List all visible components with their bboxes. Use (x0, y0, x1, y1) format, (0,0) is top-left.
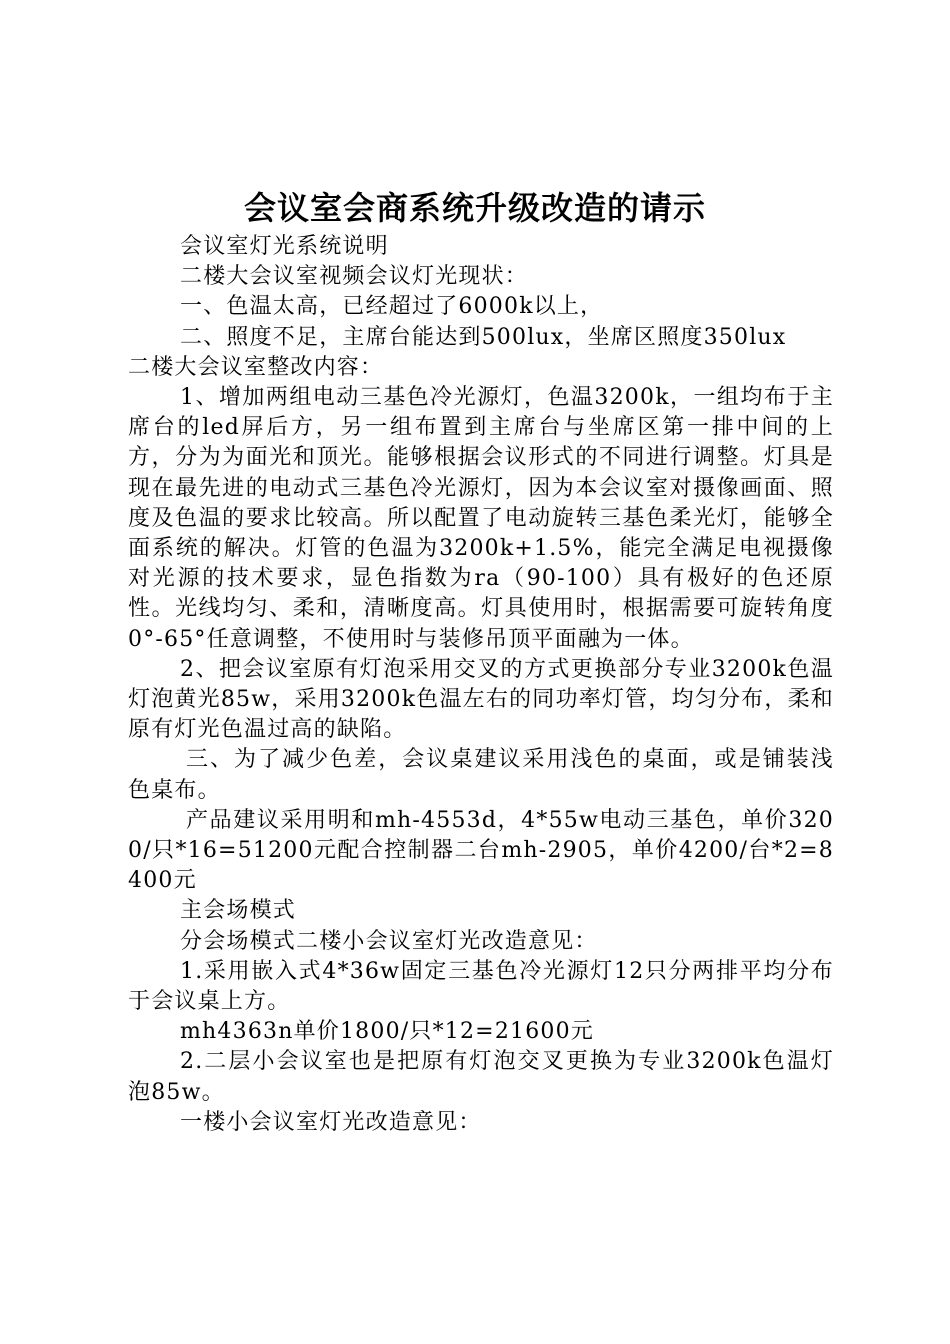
document-title: 会议室会商系统升级改造的请示 (243, 189, 706, 227)
paragraph-current-status-heading: 二楼大会议室视频会议灯光现状： (180, 264, 529, 290)
paragraph-small-room-price: mh4363n单价1800/只*12=21600元 (180, 1019, 595, 1045)
paragraph-small-room-item-2: 2.二层小会议室也是把原有灯泡交叉更换为专业3200k色温灯泡85w。 (128, 1049, 834, 1105)
document-body (128, 232, 834, 1138)
paragraph-issue-color-temperature: 一、色温太高，已经超过了6000k以上， (180, 294, 604, 320)
paragraph-rectification-heading: 二楼大会议室整改内容： (128, 354, 384, 380)
paragraph-item-3: 三、为了减少色差，会议桌建议采用浅色的桌面，或是铺装浅色桌布。 (128, 747, 834, 803)
paragraph-issue-illuminance: 二、照度不足，主席台能达到500lux，坐席区照度350lux (180, 324, 787, 350)
paragraph-product-suggestion: 产品建议采用明和mh-4553d，4*55w电动三基色，单价3200/只*16=51200元配合控制器二台mh-2905，单价4200/台*2=8400元 (128, 807, 834, 894)
paragraph-small-room-item-1: 1.采用嵌入式4*36w固定三基色冷光源灯12只分两排平均分布于会议桌上方。 (128, 958, 834, 1015)
paragraph-item-1: 1、增加两组电动三基色冷光源灯，色温3200k，一组均布于主席台的led屏后方，另一组布置到主席台与坐席区第一排中间的上方，分为为面光和顶光。能够根据会议形式的不同进行调整。灯具是现在最先进的电动式三基色冷光源灯，因为本会议室对摄像画面、照度及色温的要求比较高。所以配置了电动旋转三基色柔光灯，能够全面系统的解决。灯管的色温为3200k+1.5%，能完全满足电视摄像对光源的技术要求，显色指数为ra（90-100）具有极好的色还原性。光线均匀、柔和，清晰度高。灯具使用时，根据需要可旋转角度0°-65°任意调整，不使用时与装修吊顶平面融为一体。 (128, 385, 834, 652)
paragraph-lighting-system-heading: 会议室灯光系统说明 (180, 234, 389, 259)
paragraph-first-floor-heading: 一楼小会议室灯光改造意见： (180, 1109, 482, 1135)
paragraph-branch-venue-mode: 分会场模式二楼小会议室灯光改造意见： (180, 928, 598, 954)
paragraph-main-venue-mode: 主会场模式 (180, 898, 297, 924)
paragraph-item-2: 2、把会议室原有灯泡采用交叉的方式更换部分专业3200k色温灯泡黄光85w，采用3200k色温左右的同功率灯管，均匀分布，柔和原有灯光色温过高的缺陷。 (128, 656, 834, 743)
